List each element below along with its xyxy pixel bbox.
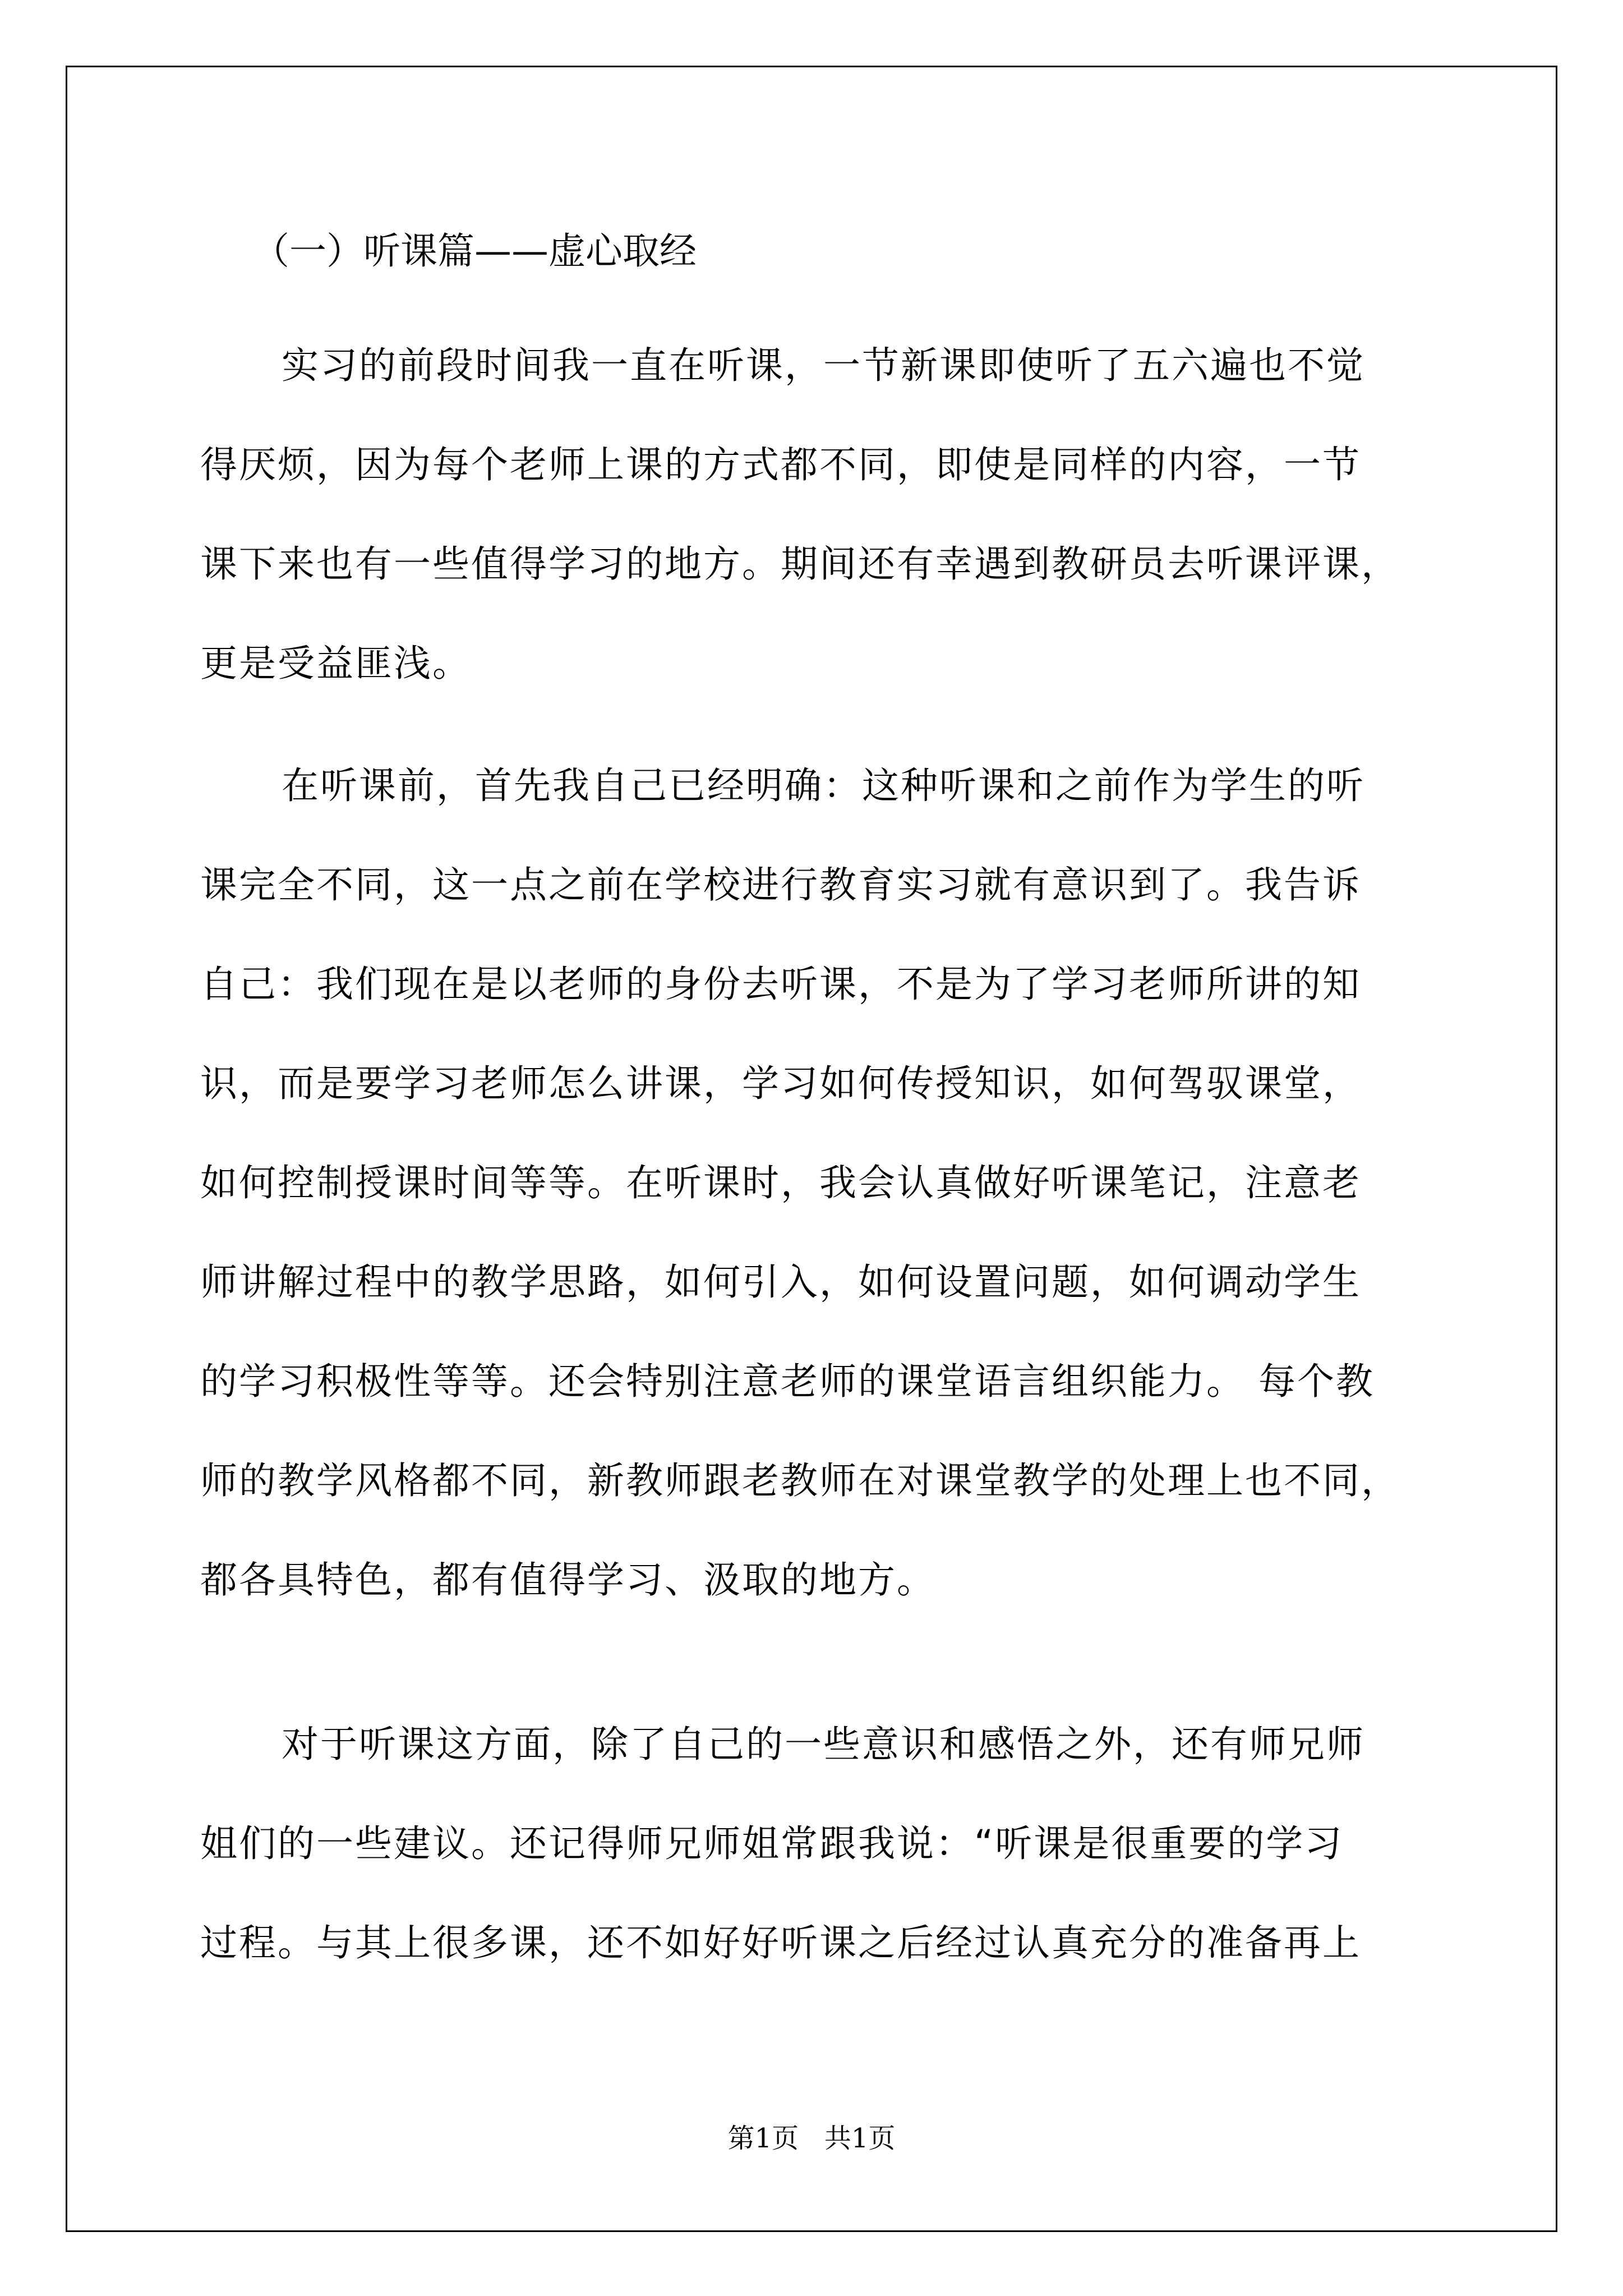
paragraph-line: 对于听课这方面，除了自己的一些意识和感悟之外，还有师兄师	[282, 1723, 1365, 1766]
paragraph-3	[200, 1695, 1434, 1993]
paragraph-line: 都各具特色，都有值得学习、汲取的地方。	[200, 1558, 935, 1602]
paragraph-line: 课完全不同，这一点之前在学校进行教育实习就有意识到了。我告诉	[200, 863, 1361, 907]
paragraph-line: 在听课前，首先我自己已经明确：这种听课和之前作为学生的听	[282, 764, 1365, 807]
paragraph-line: 自己：我们现在是以老师的身份去听课，不是为了学习老师所讲的知	[200, 963, 1361, 1006]
paragraph-line: 的学习积极性等等。还会特别注意老师的课堂语言组织能力。 每个教	[200, 1360, 1375, 1403]
paragraph-1	[200, 316, 1434, 713]
paragraph-line: 实习的前段时间我一直在听课，一节新课即使听了五六遍也不觉	[282, 344, 1365, 387]
section-heading: （一）听课篇——虚心取经	[252, 229, 697, 273]
paragraph-line: 姐们的一些建议。还记得师兄师姐常跟我说：“听课是很重要的学习	[200, 1822, 1344, 1865]
paragraph-line: 师讲解过程中的教学思路，如何引入，如何设置问题，如何调动学生	[200, 1260, 1361, 1304]
paragraph-line: 课下来也有一些值得学习的地方。期间还有幸遇到教研员去听课评课，	[200, 542, 1400, 586]
paragraph-line: 过程。与其上很多课，还不如好好听课之后经过认真充分的准备再上	[200, 1921, 1361, 1964]
paragraph-line: 得厌烦，因为每个老师上课的方式都不同，即使是同样的内容，一节	[200, 443, 1361, 486]
paragraph-line: 识，而是要学习老师怎么讲课，学习如何传授知识，如何驾驭课堂，	[200, 1062, 1361, 1105]
paragraph-2	[200, 736, 1434, 1630]
paragraph-line: 如何控制授课时间等等。在听课时，我会认真做好听课笔记，注意老	[200, 1161, 1361, 1204]
page-footer: 第1页 共1页	[727, 2123, 896, 2154]
paragraph-line: 师的教学风格都不同，新教师跟老教师在对课堂教学的处理上也不同，	[200, 1459, 1400, 1502]
paragraph-line: 更是受益匪浅。	[200, 642, 471, 685]
